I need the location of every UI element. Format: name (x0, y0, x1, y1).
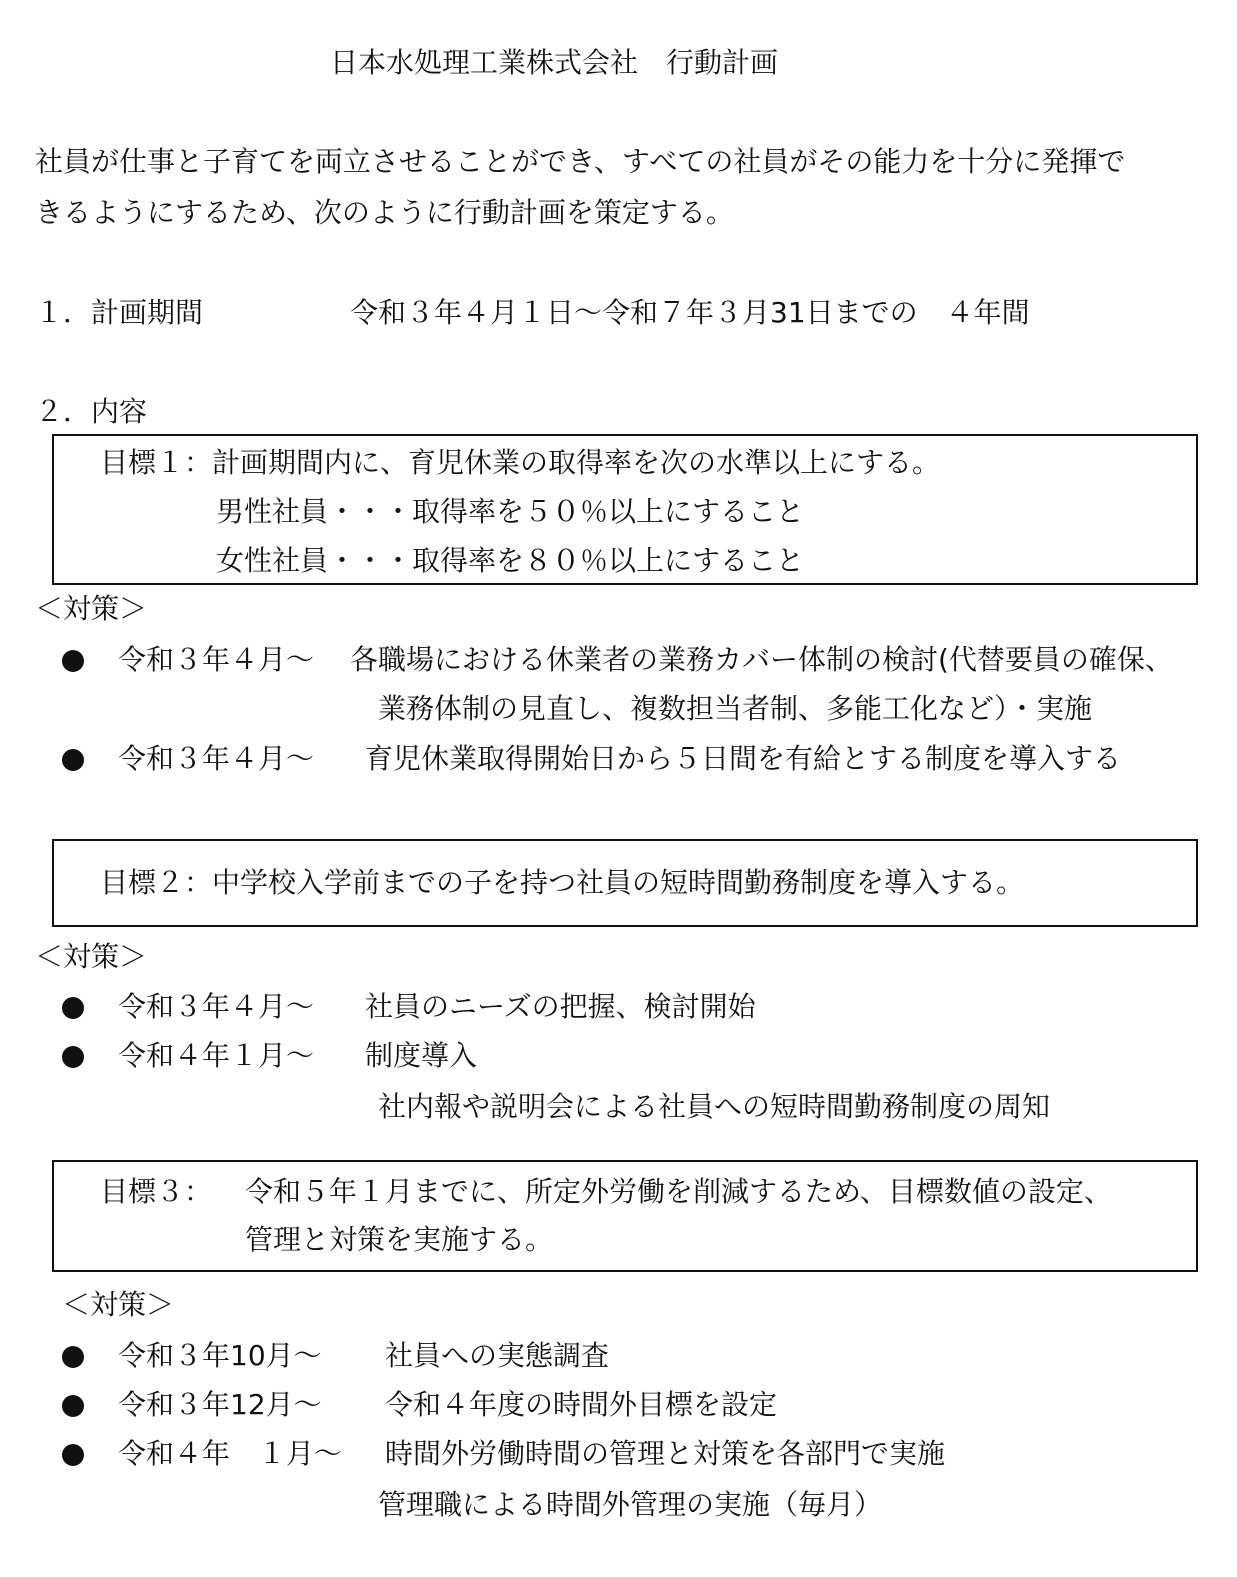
measure-2-2-text-cont: 社内報や説明会による社員への短時間勤務制度の周知 (378, 1090, 1051, 1123)
period-label: １．計画期間 (35, 296, 204, 329)
goal-1-line-1: 目標１：計画期間内に、育児休業の取得率を次の水準以上にする。 (100, 446, 941, 479)
bullet-icon (62, 650, 84, 672)
measure-3-2-text: 令和４年度の時間外目標を設定 (385, 1388, 778, 1421)
intro-line-1: 社員が仕事と子育てを両立させることができ、すべての社員がその能力を十分に発揮で (35, 145, 1126, 178)
measure-2-1-text: 社員のニーズの把握、検討開始 (365, 990, 756, 1023)
measure-1-1-date: 令和３年４月〜 (118, 643, 315, 676)
measure-3-3-date: 令和４年 １月〜 (118, 1437, 343, 1470)
goal-2-line-1: 目標２：中学校入学前までの子を持つ社員の短時間勤務制度を導入する。 (100, 866, 1025, 899)
bullet-icon (62, 1395, 84, 1417)
measure-1-2-text: 育児休業取得開始日から５日間を有給とする制度を導入する (365, 742, 1122, 775)
bullet-icon (62, 1046, 84, 1068)
measure-3-3-text-cont: 管理職による時間外管理の実施（毎月） (378, 1488, 883, 1521)
measure-1-2-date: 令和３年４月〜 (118, 742, 315, 775)
measure-3-3-text: 時間外労働時間の管理と対策を各部門で実施 (385, 1437, 946, 1470)
bullet-icon (62, 1444, 84, 1466)
goal-3-line-1: 令和５年１月までに、所定外労働を削減するため、目標数値の設定、 (245, 1175, 1112, 1208)
period-value: 令和３年４月１日〜令和７年３月31日までの ４年間 (350, 296, 1030, 329)
bullet-icon (62, 1346, 84, 1368)
goal-1-line-3: 女性社員・・・取得率を８０％以上にすること (216, 544, 805, 577)
measure-3-1-text: 社員への実態調査 (385, 1339, 610, 1372)
goal-1-line-2: 男性社員・・・取得率を５０％以上にすること (216, 495, 805, 528)
measures-3-label: ＜対策＞ (62, 1288, 175, 1321)
content-label: ２．内容 (35, 395, 148, 428)
measures-2-label: ＜対策＞ (35, 940, 148, 973)
goal-3-label: 目標３： (100, 1175, 213, 1208)
bullet-icon (62, 997, 84, 1019)
measures-1-label: ＜対策＞ (35, 592, 148, 625)
measure-1-1-text: 各職場における休業者の業務カバー体制の検討(代替要員の確保、 (350, 643, 1173, 676)
measure-2-2-date: 令和４年１月〜 (118, 1039, 315, 1072)
measure-2-2-text: 制度導入 (365, 1039, 478, 1072)
goal-3-line-2: 管理と対策を実施する。 (245, 1223, 554, 1256)
measure-2-1-date: 令和３年４月〜 (118, 990, 315, 1023)
measure-3-2-date: 令和３年12月〜 (118, 1388, 322, 1421)
intro-line-2: きるようにするため、次のように行動計画を策定する。 (35, 196, 734, 229)
measure-1-1-text-cont: 業務体制の見直し、複数担当者制、多能工化など）・実施 (378, 692, 1093, 725)
page-title: 日本水処理工業株式会社 行動計画 (330, 46, 779, 79)
bullet-icon (62, 749, 84, 771)
measure-3-1-date: 令和３年10月〜 (118, 1339, 322, 1372)
